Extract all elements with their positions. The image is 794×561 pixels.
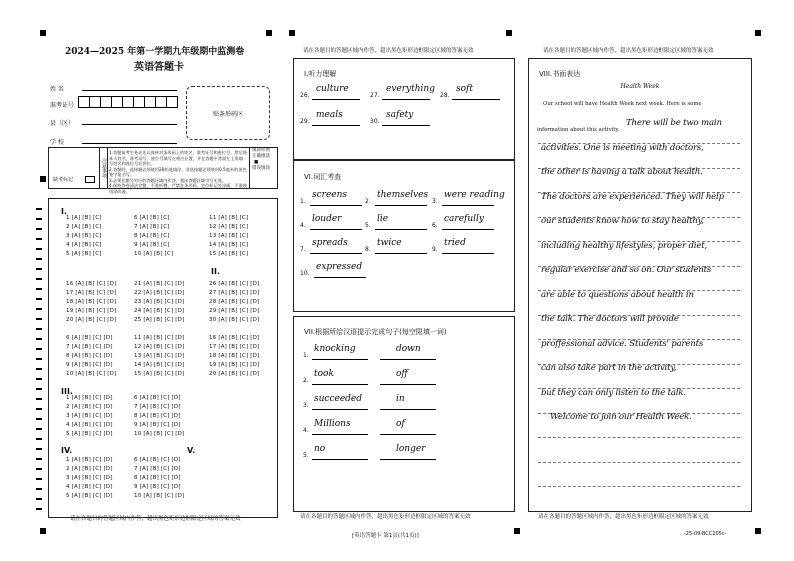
notes-text [109,150,247,194]
left-footer: 请在各题目的答题区域内作答，超出黑色矩形边框限定区域的答案无效 [70,516,241,522]
bubble-row[interactable]: 26 [A] [B] [C] [D] [209,281,260,287]
vocab-answer-line[interactable] [375,229,427,230]
essay-text: The doctors are experienced. They will help [541,191,724,202]
correct-fill-mark: ■ [254,160,259,165]
bubble-row[interactable]: 24 [A] [B] [C] [D] [134,308,185,314]
essay-text: can also take part in the activity, [541,363,677,373]
bubble-row[interactable]: 1 [A] [B] [C] [D] [66,395,113,401]
name-label: 姓 名 [50,86,64,93]
sentence-answer-b: in [396,394,405,404]
timing-mark [36,298,42,300]
essay-text: the other is having a talk about health. [541,167,703,177]
vocab-answer: screens [312,190,348,200]
timing-mark [36,408,42,410]
sentence-number: 5. [303,452,309,459]
listening-answer-line[interactable] [312,99,360,100]
bubble-row[interactable]: 15 [A] [B] [C] [D] [134,371,185,377]
timing-mark [36,238,42,240]
bubble-row[interactable]: 2 [A] [B] [C] [D] [66,466,113,472]
bubble-row[interactable]: 6 [A] [B] [C] [134,215,170,221]
essay-text: regular exercise and so on. Our students [541,265,712,275]
form-code: -25-09-BCC205c- [684,531,727,537]
essay-line[interactable] [538,437,740,438]
bubble-row[interactable]: 8 [A] [B] [C] [D] [66,353,113,359]
bubble-row[interactable]: 11 [A] [B] [C] [209,215,249,221]
timing-mark [36,498,42,500]
timing-mark [36,338,42,340]
corner-marker [755,528,761,534]
bubble-row[interactable]: 9 [A] [B] [C] [D] [134,484,181,490]
bubble-row[interactable]: 10 [A] [B] [C] [D] [134,493,185,499]
bubble-row[interactable]: 17 [A] [B] [C] [D] [66,290,117,296]
sentence-blank-a[interactable] [312,409,368,410]
correct-fill-label: 正确填涂 [252,154,270,159]
sentence-answer-a: Millions [314,419,351,429]
essay-line[interactable] [538,462,740,463]
vocab-answer: expressed [316,262,363,272]
bubble-row[interactable]: 9 [A] [B] [C] [D] [66,362,113,368]
vocab-number: 9. [432,246,438,253]
listening-panel [293,58,515,160]
bubble-row[interactable]: 3 [A] [B] [C] [D] [66,413,113,419]
sentence-answer-a: took [314,369,334,379]
vocab-panel [293,160,515,312]
bubble-row[interactable]: 3 [A] [B] [C] [D] [66,475,113,481]
listening-answer: culture [316,84,349,94]
bubble-row[interactable]: 12 [A] [B] [C] [209,224,249,230]
essay-text: including healthy lifestyles, proper diet, [541,240,707,251]
listening-number: 26. [300,92,310,99]
section-3-label: III. [61,387,73,396]
bubble-row[interactable]: 6 [A] [B] [C] [D] [134,395,181,401]
sentence-number: 2. [303,377,309,384]
section-1-label: I. [61,207,68,216]
note-2: 2.答题时，选择题必须使用2B铅笔填涂，非选择题必须使用0.5毫米的黑色签字笔书写。 [109,166,247,177]
timing-mark [36,438,42,440]
bubble-row[interactable]: 1 [A] [B] [C] [D] [66,457,113,463]
right-footer: 请在各题目的答题区域内作答，超出黑色矩形边框限定区域的答案无效 [538,514,709,520]
card-subtitle: 英语答题卡 [134,62,184,73]
listening-number: 28. [440,92,450,99]
exam-title: 2024—2025 年第一学期九年级期中监测卷 [65,47,245,57]
wrong-fill-label: 错误填涂 [252,166,270,171]
timing-mark [36,318,42,320]
sentence-answer-a: knocking [314,344,356,354]
sentence-blank-b[interactable] [380,434,436,435]
vocab-answer: twice [377,238,402,248]
vocab-number: 1. [300,198,306,205]
vocab-number: 10. [300,270,310,277]
vocab-answer: spreads [312,238,348,248]
name-field[interactable] [82,90,177,91]
absent-label: 缺考标记 [53,177,74,183]
listening-answer-line[interactable] [382,125,430,126]
essay-text: our students know how to stay healthy, [541,216,704,226]
section-5-label: V. [187,446,196,455]
sentence-blank-a[interactable] [312,434,368,435]
sentence-answer-b: longer [396,444,426,454]
timing-mark [36,468,42,470]
bubble-row[interactable]: 19 [A] [B] [C] [D] [209,362,260,368]
timing-mark [36,268,42,270]
timing-mark [36,368,42,370]
sentence-blank-a[interactable] [312,459,368,460]
listening-number: 30. [370,118,380,125]
section-2-label: II. [211,267,220,276]
essay-text: Welcome to join our Health Week. [550,412,692,422]
vocab-number: 2. [365,198,371,205]
vocab-number: 8. [365,246,371,253]
school-label: 学 校 [50,139,64,146]
timing-mark [36,388,42,390]
sentence-blank-a[interactable] [312,384,368,385]
essay-text: are able to questions about health in [541,289,694,300]
corner-marker [755,30,761,36]
timing-mark [36,488,42,490]
vocab-answer-line[interactable] [310,205,362,206]
bubble-row[interactable]: 8 [A] [B] [C] [D] [134,475,181,481]
timing-mark [36,258,42,260]
vocab-answer-line[interactable] [375,205,427,206]
bubble-row[interactable]: 14 [A] [B] [C] [D] [134,362,185,368]
corner-marker [266,30,272,36]
bubble-row[interactable]: 5 [A] [B] [C] [66,251,102,257]
bubble-row[interactable]: 11 [A] [B] [C] [D] [134,335,185,341]
vocab-title: VI.词汇考查 [304,173,342,181]
notes-side-label: 注意事项 [99,148,108,188]
sentence-number: 4. [303,427,309,434]
bubble-row[interactable]: 7 [A] [B] [C] [134,224,170,230]
bubble-row[interactable]: 12 [A] [B] [C] [D] [134,344,185,350]
bubble-row[interactable]: 16 [A] [B] [C] [D] [209,335,260,341]
bubble-row[interactable]: 15 [A] [B] [C] [209,251,249,257]
essay-text: but they can only listen to the talk. [541,387,686,398]
sentence-blank-b[interactable] [380,409,436,410]
sentence-blank-a[interactable] [312,359,368,360]
school-field[interactable] [82,143,177,144]
bubble-row[interactable]: 16 [A] [B] [C] [D] [66,281,117,287]
writing-section-title: VIII.书面表达 [539,70,581,78]
vocab-answer-line[interactable] [442,253,494,254]
timing-mark [36,458,42,460]
barcode-area [186,86,270,140]
timing-mark [36,418,42,420]
timing-mark [36,218,42,220]
bubble-row[interactable]: 14 [A] [B] [C] [209,242,249,248]
sentence-title: VII.根据所给汉语提示完成句子(每空限填一词) [304,328,447,336]
page-indicator: [英语答题卡 第1页(共1页)] [352,533,419,539]
absent-box [49,148,100,188]
bubble-row[interactable]: 18 [A] [B] [C] [D] [66,299,117,305]
sentence-answer-b: down [396,344,421,354]
listening-answer-line[interactable] [312,125,360,126]
timing-mark [36,328,42,330]
bubble-row[interactable]: 5 [A] [B] [C] [D] [66,431,113,437]
bubble-row[interactable]: 6 [A] [B] [C] [D] [66,335,113,341]
bubble-row[interactable]: 20 [A] [B] [C] [D] [66,317,117,323]
bubble-row[interactable]: 29 [A] [B] [C] [D] [209,308,260,314]
bubble-row[interactable]: 4 [A] [B] [C] [D] [66,422,113,428]
bubble-row[interactable]: 6 [A] [B] [C] [D] [134,457,181,463]
vocab-answer: carefully [444,214,485,224]
timing-mark [36,348,42,350]
listening-answer: everything [386,84,435,94]
sentence-answer-b: of [396,419,405,429]
bubble-row[interactable]: 4 [A] [B] [C] [66,242,102,248]
listening-answer: soft [456,84,473,94]
note-4: 4.保持答卷清洁完整，不准折叠、严禁在条形码、定位标记处涂画，不准使用涂改液。 [109,183,247,194]
sentence-number: 3. [303,402,309,409]
timing-mark [36,308,42,310]
middle-footer: 请在各题目的答题区域内作答，超出黑色矩形边框限定区域的答案无效 [300,514,471,520]
absent-checkbox[interactable] [85,176,95,183]
listening-answer-line[interactable] [452,99,500,100]
listening-answer-line[interactable] [382,99,430,100]
timing-mark [36,358,42,360]
timing-mark [36,398,42,400]
essay-prompt-2: information about this activity. [537,127,620,133]
listening-number: 29. [300,118,310,125]
bubble-row[interactable]: 25 [A] [B] [C] [D] [134,317,185,323]
timing-mark [36,478,42,480]
vocab-answer-line[interactable] [310,253,362,254]
note-3: 3.必须在题号对应的答题区域内作答，超出答题区域书写无效。 [109,177,227,183]
fill-sample-label: 填涂样例 [252,148,270,153]
bubble-row[interactable]: 8 [A] [B] [C] [D] [134,413,181,419]
bubble-row[interactable]: 18 [A] [B] [C] [D] [209,353,260,359]
sentence-number: 1. [303,352,309,359]
bubble-row[interactable]: 13 [A] [B] [C] [D] [134,353,185,359]
essay-title: Health Week [620,83,660,90]
bubble-row[interactable]: 9 [A] [B] [C] [134,242,170,248]
bubble-row[interactable]: 17 [A] [B] [C] [D] [209,344,260,350]
fill-sample [249,148,278,188]
bubble-row[interactable]: 5 [A] [B] [C] [D] [66,493,113,499]
sentence-answer-a: succeeded [314,394,362,404]
corner-marker [506,30,512,36]
county-field[interactable] [82,124,177,125]
sentence-blank-b[interactable] [380,459,436,460]
bubble-row[interactable]: 23 [A] [B] [C] [D] [134,299,185,305]
exam-number-label: 准考证号 [50,102,75,109]
sentence-answer-b: off [396,369,408,379]
timing-mark [36,378,42,380]
essay-text: proffessional advice. Students' parents [541,338,704,349]
vocab-answer-line[interactable] [314,277,366,278]
bubble-row[interactable]: 2 [A] [B] [C] [D] [66,404,113,410]
bubble-row[interactable]: 8 [A] [B] [C] [134,233,170,239]
sentence-answer-a: no [314,444,326,454]
listening-answer: safety [386,110,414,120]
bubble-row[interactable]: 22 [A] [B] [C] [D] [134,290,185,296]
timing-mark [36,448,42,450]
timing-mark [36,208,42,210]
essay-text: There will be two main [626,118,722,128]
essay-line[interactable] [538,486,740,487]
vocab-number: 5. [365,222,371,229]
bubble-row[interactable]: 1 [A] [B] [C] [66,215,102,221]
vocab-answer: were reading [444,190,505,200]
bubble-row[interactable]: 7 [A] [B] [C] [D] [134,404,181,410]
corner-marker [40,30,46,36]
corner-marker [514,528,520,534]
listening-number: 27. [370,92,380,99]
timing-mark [36,228,42,230]
vocab-number: 3. [432,198,438,205]
timing-mark [36,508,42,510]
vocab-answer-line[interactable] [375,253,427,254]
vocab-answer-line[interactable] [442,229,494,230]
sentence-blank-b[interactable] [380,359,436,360]
timing-mark [36,278,42,280]
vocab-answer-line[interactable] [310,229,362,230]
vocab-answer-line[interactable] [442,205,494,206]
sentence-blank-b[interactable] [380,384,436,385]
bubble-row[interactable]: 28 [A] [B] [C] [D] [209,299,260,305]
notes-box [48,147,278,194]
middle-header: 请在各题目的答题区域内作答，超出黑色矩形边框限定区域的答案无效 [303,48,474,54]
note-1: 1.答题前考生务必先认真核对条形码上的姓名，准考证号和座位号，然后将本人姓名，准考证号、座位号填写在相应位置，并在答题卡背面左上角填写姓名和座位号后两位。 [109,150,247,166]
vocab-number: 6. [432,222,438,229]
timing-mark [36,428,42,430]
corner-marker [289,30,295,36]
bubble-row[interactable]: 7 [A] [B] [C] [D] [66,344,113,350]
bubble-row[interactable]: 27 [A] [B] [C] [D] [209,290,260,296]
bubble-row[interactable]: 10 [A] [B] [C] [D] [134,431,185,437]
bubble-row[interactable]: 7 [A] [B] [C] [D] [134,466,181,472]
bubble-row[interactable]: 19 [A] [B] [C] [D] [66,308,117,314]
timing-mark [36,288,42,290]
essay-text: activities. One is meeting with doctors, [541,142,704,153]
bubble-row[interactable]: 10 [A] [B] [C] [D] [66,371,117,377]
right-header: 请在各题目的答题区域内作答，超出黑色矩形边框限定区域的答案无效 [543,48,714,54]
listening-answer: meals [316,110,343,120]
listening-title: I.听力理解 [304,70,337,78]
corner-marker [40,528,46,534]
exam-number-box[interactable] [166,96,178,108]
essay-prompt-1: Our school will have Health Week next week. Here is some [543,101,702,107]
vocab-answer: lie [377,214,389,224]
vocab-answer: themselves [377,190,429,200]
bubble-row[interactable]: 20 [A] [B] [C] [D] [209,371,260,377]
bubble-panel [48,198,278,518]
bubble-row[interactable]: 21 [A] [B] [C] [D] [134,281,185,287]
section-4-label: IV. [61,446,73,455]
bubble-row[interactable]: 9 [A] [B] [C] [D] [134,422,181,428]
bubble-row[interactable]: 10 [A] [B] [C] [134,251,174,257]
bubble-row[interactable]: 3 [A] [B] [C] [66,233,102,239]
vocab-number: 7. [300,246,306,253]
exam-number-boxes[interactable] [78,96,178,107]
vocab-answer: tried [444,238,466,248]
corner-marker [40,176,46,182]
vocab-answer: louder [312,214,342,224]
barcode-label: 贴条形码区 [212,111,243,118]
bubble-row[interactable]: 2 [A] [B] [C] [66,224,102,230]
bubble-row[interactable]: 30 [A] [B] [C] [D] [209,317,260,323]
essay-text: the talk. The doctors will provide [541,314,679,324]
timing-mark [36,248,42,250]
bubble-row[interactable]: 4 [A] [B] [C] [D] [66,484,113,490]
vocab-number: 4. [300,222,306,229]
county-label: 县（区） [50,120,75,127]
bubble-row[interactable]: 13 [A] [B] [C] [209,233,249,239]
